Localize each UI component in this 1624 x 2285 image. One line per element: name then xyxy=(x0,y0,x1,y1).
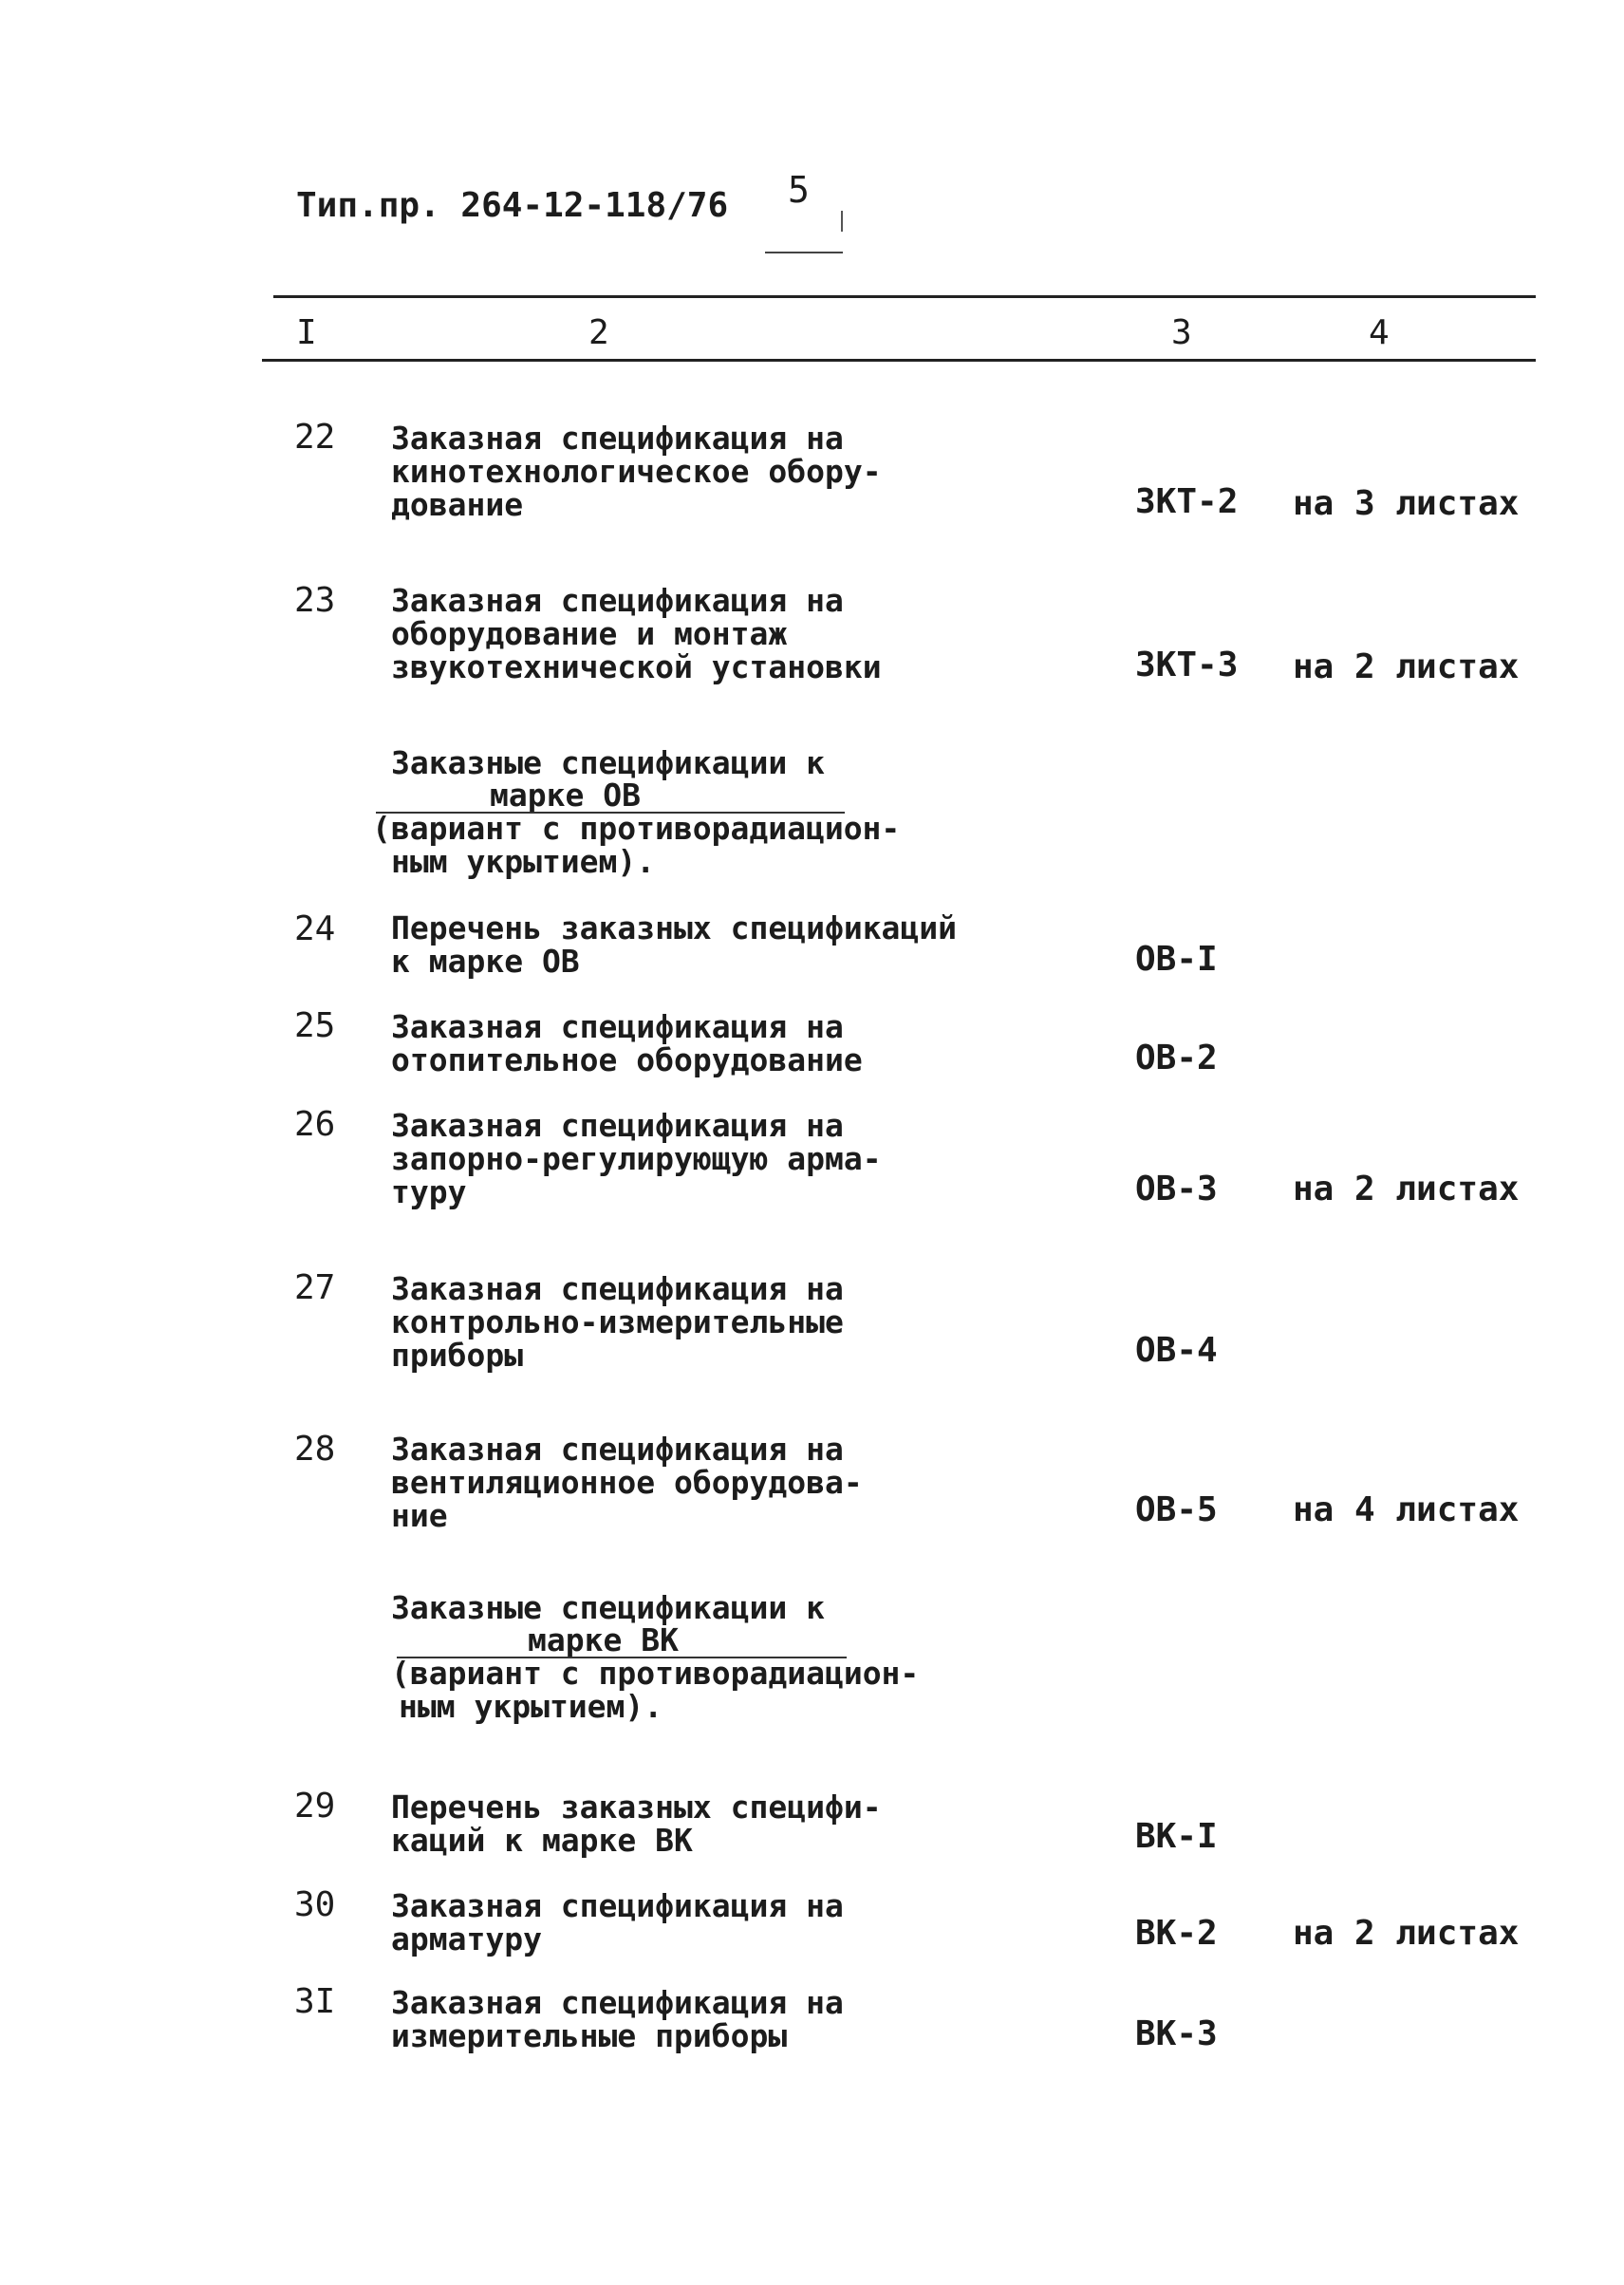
section-line: Заказные спецификации к xyxy=(391,1589,825,1626)
section-line: ным укрытием). xyxy=(391,843,656,880)
table-header-top-rule xyxy=(273,295,1536,298)
section-underline xyxy=(397,1657,847,1658)
row-description xyxy=(391,1272,844,1372)
row-code: ОВ-I xyxy=(1135,940,1218,979)
row-number: 24 xyxy=(294,909,336,948)
description-line: Заказная спецификация на xyxy=(391,1887,844,1924)
row-description xyxy=(391,911,957,978)
row-description xyxy=(391,1010,863,1077)
row-sheets: на 3 листах xyxy=(1293,484,1520,523)
row-description xyxy=(391,421,882,521)
row-code: ОВ-4 xyxy=(1135,1331,1218,1370)
row-number: 25 xyxy=(294,1006,336,1045)
section-line: (вариант с противорадиацион- xyxy=(391,1655,920,1692)
description-line: Заказная спецификация на xyxy=(391,1984,844,2021)
description-line: ние xyxy=(391,1497,448,1534)
description-line: Заказная спецификация на xyxy=(391,1107,844,1144)
column-header-2: 2 xyxy=(588,313,609,352)
description-line: каций к марке ВК xyxy=(391,1822,693,1859)
row-code: ВК-I xyxy=(1135,1817,1218,1856)
description-line: оборудование и монтаж xyxy=(391,615,788,652)
row-description xyxy=(391,1790,882,1857)
row-description xyxy=(391,1109,882,1208)
row-number: 30 xyxy=(294,1885,336,1924)
row-description xyxy=(391,1889,844,1956)
row-code: ОВ-3 xyxy=(1135,1170,1218,1208)
section-underline xyxy=(376,812,845,814)
description-line: Перечень заказных спецификаций xyxy=(391,909,958,946)
description-line: Заказная спецификация на xyxy=(391,1431,844,1468)
description-line: арматуру xyxy=(391,1920,542,1957)
description-line: туру xyxy=(391,1173,467,1210)
row-sheets: на 2 листах xyxy=(1293,1170,1520,1208)
description-line: вентиляционное оборудова- xyxy=(391,1464,863,1501)
row-description xyxy=(391,1986,844,2052)
section-line: ным укрытием). xyxy=(399,1688,663,1725)
row-code: ЗКТ-3 xyxy=(1135,646,1239,684)
description-line: Заказная спецификация на xyxy=(391,582,844,619)
page-mark xyxy=(841,211,843,232)
row-number: 22 xyxy=(294,418,336,457)
description-line: кинотехнологическое обору- xyxy=(391,453,882,490)
row-number: 27 xyxy=(294,1268,336,1307)
row-number: 23 xyxy=(294,581,336,620)
page-number: 5 xyxy=(788,169,810,211)
row-number: 3I xyxy=(294,1982,336,2021)
description-line: приборы xyxy=(391,1337,524,1374)
row-code: ВК-3 xyxy=(1135,2014,1218,2053)
column-header-4: 4 xyxy=(1369,313,1390,352)
section-line: (вариант с противорадиацион- xyxy=(372,810,901,847)
row-number: 28 xyxy=(294,1430,336,1469)
description-line: звукотехнической установки xyxy=(391,648,882,685)
page-number-underline xyxy=(765,252,843,253)
row-sheets: на 4 листах xyxy=(1293,1490,1520,1529)
column-header-1: I xyxy=(296,313,317,352)
row-description xyxy=(391,584,882,684)
description-line: к марке ОВ xyxy=(391,943,580,980)
row-sheets: на 2 листах xyxy=(1293,647,1520,686)
row-code: ОВ-5 xyxy=(1135,1490,1218,1529)
table-header-bottom-rule xyxy=(262,359,1536,362)
description-line: отопительное оборудование xyxy=(391,1041,863,1078)
description-line: дование xyxy=(391,486,524,523)
description-line: Перечень заказных специфи- xyxy=(391,1789,882,1826)
row-description xyxy=(391,1433,863,1532)
row-code: ЗКТ-2 xyxy=(1135,482,1239,521)
description-line: измерительные приборы xyxy=(391,2017,788,2054)
description-line: Заказная спецификация на xyxy=(391,1008,844,1045)
row-number: 26 xyxy=(294,1105,336,1144)
description-line: контрольно-измерительные xyxy=(391,1303,844,1340)
section-mark: марке ОВ xyxy=(490,777,641,814)
document-code: Тип.пр. 264-12-118/76 xyxy=(296,186,729,225)
row-sheets: на 2 листах xyxy=(1293,1914,1520,1953)
description-line: Заказная спецификация на xyxy=(391,420,844,457)
description-line: запорно-регулирующую арма- xyxy=(391,1140,882,1177)
column-header-3: 3 xyxy=(1171,313,1192,352)
row-number: 29 xyxy=(294,1787,336,1826)
section-line: Заказные спецификации к xyxy=(391,744,825,781)
row-code: ВК-2 xyxy=(1135,1914,1218,1953)
description-line: Заказная спецификация на xyxy=(391,1270,844,1307)
row-code: ОВ-2 xyxy=(1135,1039,1218,1077)
section-mark: марке ВК xyxy=(528,1621,679,1658)
